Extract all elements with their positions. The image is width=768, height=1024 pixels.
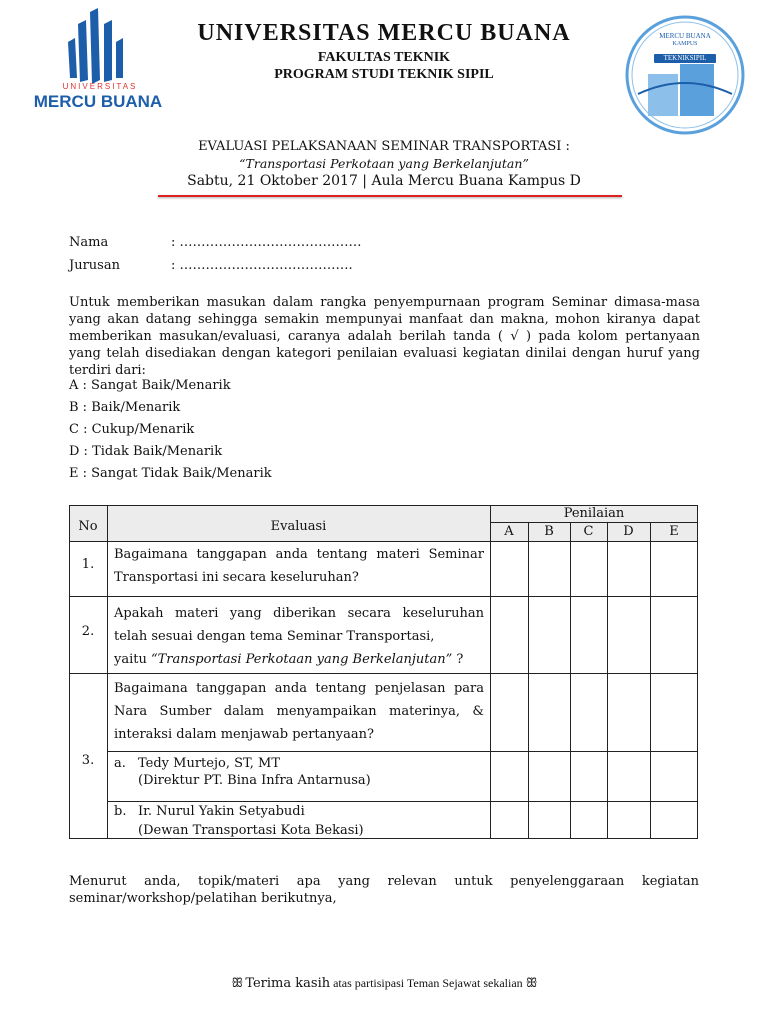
col-score-header: Penilaian: [563, 506, 625, 521]
grade-c-header: C: [583, 524, 594, 539]
q1-line2: Transportasi ini secara keseluruhan?: [114, 570, 359, 585]
program-name: PROGRAM STUDI TEKNIK SIPIL: [274, 67, 494, 82]
logo-top-text: MERCU BUANA: [659, 32, 711, 40]
category-b: B : Baik/Menarik: [69, 400, 181, 415]
evaluation-table: [69, 505, 698, 839]
logo-mid-text: KAMPUS: [672, 41, 698, 47]
logo-small-text: UNIVERSITAS: [62, 82, 138, 91]
name-label: Nama: [69, 235, 109, 250]
q3-line3: interaksi dalam menjawab pertanyaan?: [114, 727, 374, 742]
q3-line1: Bagaimana tanggapan anda tentang penjelasan para: [114, 681, 484, 696]
instructions-paragraph: Untuk memberikan masukan dalam rangka penyempurnaan program Seminar dimasa-masa yang akan datang sehingga semakin mempunyai manfaat dan makna, mohon kiranya dapat memberikan masukan/evaluasi, caranya adalah berilah tanda ( √ ) pada kolom pertanyaan yang telah disediakan dengan kategori penilaian evaluasi kegiatan dinilai dengan huruf yang terdiri dari:: [69, 295, 700, 378]
ornament-left-icon: ꕥ: [231, 975, 243, 990]
q1-line1: Bagaimana tanggapan anda tentang materi Seminar: [114, 547, 484, 562]
q2-theme: “Transportasi Perkotaan yang Berkelanjutan”: [150, 652, 453, 667]
q1-text: [114, 543, 484, 589]
seminar-theme: “Transportasi Perkotaan yang Berkelanjutan”: [239, 156, 529, 171]
event-date-place: Sabtu, 21 Oktober 2017 | Aula Mercu Buana Kampus D: [187, 173, 581, 189]
q3-text: [114, 677, 484, 746]
grade-b-header: B: [544, 524, 554, 539]
q3-number: 3.: [81, 753, 95, 768]
category-c: C : Cukup/Menarik: [69, 422, 195, 437]
grade-a-header: A: [504, 524, 514, 539]
ornament-right-icon: ꕥ: [525, 975, 537, 990]
q2-line1: Apakah materi yang diberikan secara keseluruhan: [114, 606, 484, 621]
q3-line2: Nara Sumber dalam menyampaikan materinya, &: [114, 704, 484, 719]
university-name: UNIVERSITAS MERCU BUANA: [197, 20, 571, 46]
title-underline: [158, 195, 622, 197]
name-field[interactable]: [69, 235, 362, 250]
major-field[interactable]: [69, 258, 353, 273]
grade-d-header: D: [623, 524, 634, 539]
speaker-b: [114, 802, 484, 840]
speaker-b-name: Ir. Nurul Yakin Setyabudi: [138, 804, 305, 819]
speaker-a: [114, 755, 484, 789]
col-no-header: No: [78, 519, 98, 534]
q2-text: [114, 602, 484, 671]
logo-big-text: MERCU BUANA: [33, 92, 163, 111]
speaker-b-role: (Dewan Transportasi Kota Bekasi): [138, 823, 364, 838]
speaker-a-letter: a.: [114, 756, 126, 771]
category-a: A : Sangat Baik/Menarik: [69, 378, 231, 393]
speaker-b-letter: b.: [114, 804, 127, 819]
q2-number: 2.: [81, 624, 95, 639]
major-label: Jurusan: [69, 258, 120, 273]
faculty-name: FAKULTAS TEKNIK: [317, 50, 451, 65]
speaker-a-role: (Direktur PT. Bina Infra Antarnusa): [138, 773, 371, 788]
speaker-a-name: Tedy Murtejo, ST, MT: [138, 756, 281, 771]
q2-line3-pre: yaitu: [114, 652, 151, 667]
q2-line2: telah sesuai dengan tema Seminar Transportasi,: [114, 629, 435, 644]
major-dots[interactable]: : ………………………………….: [171, 258, 353, 273]
footer-rest: atas partisipasi Teman Sejawat sekalian: [330, 976, 523, 990]
q2-line3: [114, 648, 484, 671]
closing-question: Menurut anda, topik/materi apa yang relevan untuk penyelenggaraan kegiatan seminar/workshop/pelatihan berikutnya,: [69, 874, 699, 906]
name-dots[interactable]: : ……………………………………: [171, 235, 362, 250]
footer: [0, 975, 768, 991]
grade-e-header: E: [669, 524, 679, 539]
logo-banner-text: TEKNIKSIPIL: [663, 54, 707, 62]
category-d: D : Tidak Baik/Menarik: [69, 444, 223, 459]
category-e: E : Sangat Tidak Baik/Menarik: [69, 466, 272, 481]
col-eval-header: Evaluasi: [270, 519, 327, 534]
footer-thanks: Terima kasih: [245, 976, 331, 991]
q1-number: 1.: [81, 557, 95, 572]
evaluation-title: EVALUASI PELAKSANAAN SEMINAR TRANSPORTASI :: [198, 139, 570, 154]
q2-line3-post: ?: [452, 652, 464, 667]
